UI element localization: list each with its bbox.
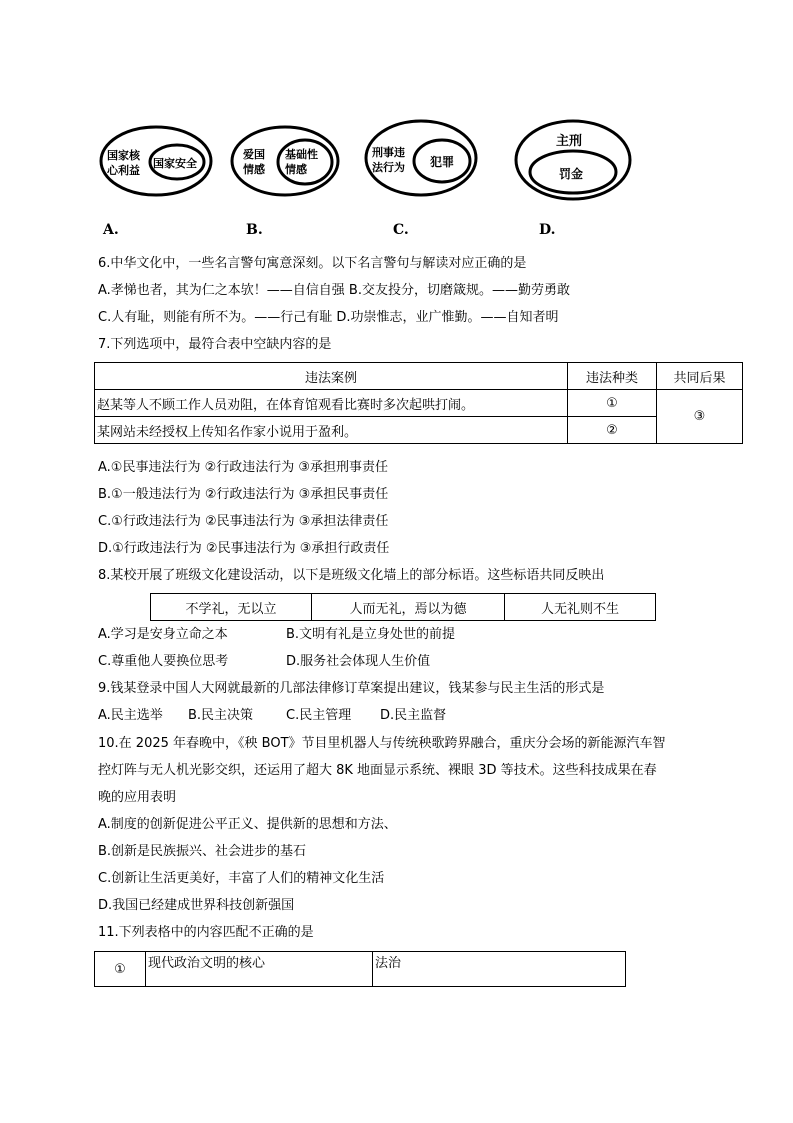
q8-slogan-table — [150, 593, 656, 621]
q8-option-b: B.文明有礼是立身处世的前提 — [286, 627, 456, 642]
diagram-c-outer-line2: 法行为 — [372, 161, 405, 174]
q7-option-a: A.①民事违法行为 ②行政违法行为 ③承担刑事责任 — [98, 460, 389, 475]
diagram-b — [232, 127, 338, 195]
q11-row-item: 现代政治文明的核心 — [146, 952, 373, 987]
q8-option-d: D.服务社会体现人生价值 — [286, 654, 431, 669]
q6-options-line1: A.孝悌也者，其为仁之本欤！——自信自强 B.交友投分，切磨箴规。——勤劳勇敢 — [98, 283, 570, 298]
q10-stem-line2: 控灯阵与无人机光影交织，还运用了超大 8K 地面显示系统、裸眼 3D 等技术。这些科技成果在春 — [98, 763, 657, 778]
diagram-d-label: D. — [539, 222, 556, 238]
q7-table — [94, 362, 743, 444]
q10-stem-line3: 晚的应用表明 — [98, 790, 177, 805]
q8-stem: 8.某校开展了班级文化建设活动，以下是班级文化墙上的部分标语。这些标语共同反映出 — [98, 568, 605, 583]
q9-stem: 9.钱某登录中国人大网就最新的几部法律修订草案提出建议，钱某参与民主生活的形式是 — [98, 681, 605, 696]
q7-row2-case: 某网站未经授权上传知名作家小说用于盈利。 — [95, 417, 568, 444]
diagram-b-inner-line2: 情感 — [285, 163, 307, 176]
q7-option-c: C.①行政违法行为 ②民事违法行为 ③承担法律责任 — [98, 514, 389, 529]
diagram-row — [0, 110, 793, 220]
q9-option-c: C.民主管理 — [286, 708, 352, 723]
q8-slogan-1: 不学礼，无以立 — [151, 594, 312, 621]
q10-option-c: C.创新让生活更美好，丰富了人们的精神文化生活 — [98, 871, 385, 886]
q7-header-result: 共同后果 — [657, 363, 743, 390]
diagram-a-outer-line2: 心利益 — [107, 164, 140, 177]
q11-table — [94, 951, 626, 987]
diagram-d-inner: 罚金 — [559, 167, 584, 181]
q7-header-case: 违法案例 — [95, 363, 568, 390]
q9-option-b: B.民主决策 — [188, 708, 254, 723]
q9-option-a: A.民主选举 — [98, 708, 163, 723]
diagram-b-outer-line2: 情感 — [243, 163, 265, 176]
q8-option-c: C.尊重他人要换位思考 — [98, 654, 229, 669]
q9-option-d: D.民主监督 — [380, 708, 447, 723]
diagram-d-outer: 主刑 — [556, 134, 583, 149]
q11-stem: 11.下列表格中的内容匹配不正确的是 — [98, 925, 314, 940]
q8-slogan-3: 人无礼则不生 — [505, 594, 656, 621]
diagram-b-outer-line1: 爱国 — [243, 148, 265, 161]
q7-header-type: 违法种类 — [568, 363, 657, 390]
q7-option-d: D.①行政违法行为 ②民事违法行为 ③承担行政责任 — [98, 541, 390, 556]
q7-common-result: ③ — [657, 390, 743, 444]
q11-row-number: ① — [95, 952, 146, 987]
diagram-c — [366, 121, 476, 195]
q7-stem: 7.下列选项中，最符合表中空缺内容的是 — [98, 337, 332, 352]
q10-option-a: A.制度的创新促进公平正义、提供新的思想和方法、 — [98, 817, 397, 832]
diagram-a — [101, 127, 211, 195]
q7-row1-case: 赵某等人不顾工作人员劝阻，在体育馆观看比赛时多次起哄打闹。 — [95, 390, 568, 417]
q6-stem: 6.中华文化中，一些名言警句寓意深刻。以下名言警句与解读对应正确的是 — [98, 256, 527, 271]
q10-option-d: D.我国已经建成世界科技创新强国 — [98, 898, 295, 913]
diagram-a-inner: 国家安全 — [153, 157, 197, 170]
q7-row1-type: ① — [568, 390, 657, 417]
q6-options-line2: C.人有耻，则能有所不为。——行己有耻 D.功崇惟志，业广惟勤。——自知者明 — [98, 310, 559, 325]
q8-option-a: A.学习是安身立命之本 — [98, 627, 228, 642]
q7-option-b: B.①一般违法行为 ②行政违法行为 ③承担民事责任 — [98, 487, 389, 502]
q7-row2-type: ② — [568, 417, 657, 444]
diagram-c-inner: 犯罪 — [430, 155, 455, 169]
q11-row-value: 法治 — [373, 952, 626, 987]
diagram-d — [516, 121, 630, 199]
diagram-a-label: A. — [103, 222, 119, 238]
diagram-c-label: C. — [393, 222, 409, 238]
q10-stem-line1: 10.在 2025 年春晚中，《秧 BOT》节目里机器人与传统秧歌跨界融合，重庆分会场的新能源汽车智 — [98, 736, 666, 751]
diagram-b-inner-line1: 基础性 — [285, 148, 318, 161]
q10-option-b: B.创新是民族振兴、社会进步的基石 — [98, 844, 307, 859]
diagram-b-label: B. — [246, 222, 263, 238]
q8-slogan-2: 人而无礼，焉以为德 — [312, 594, 505, 621]
diagram-c-outer-line1: 刑事违 — [372, 146, 405, 159]
diagram-a-outer-line1: 国家核 — [107, 149, 140, 162]
